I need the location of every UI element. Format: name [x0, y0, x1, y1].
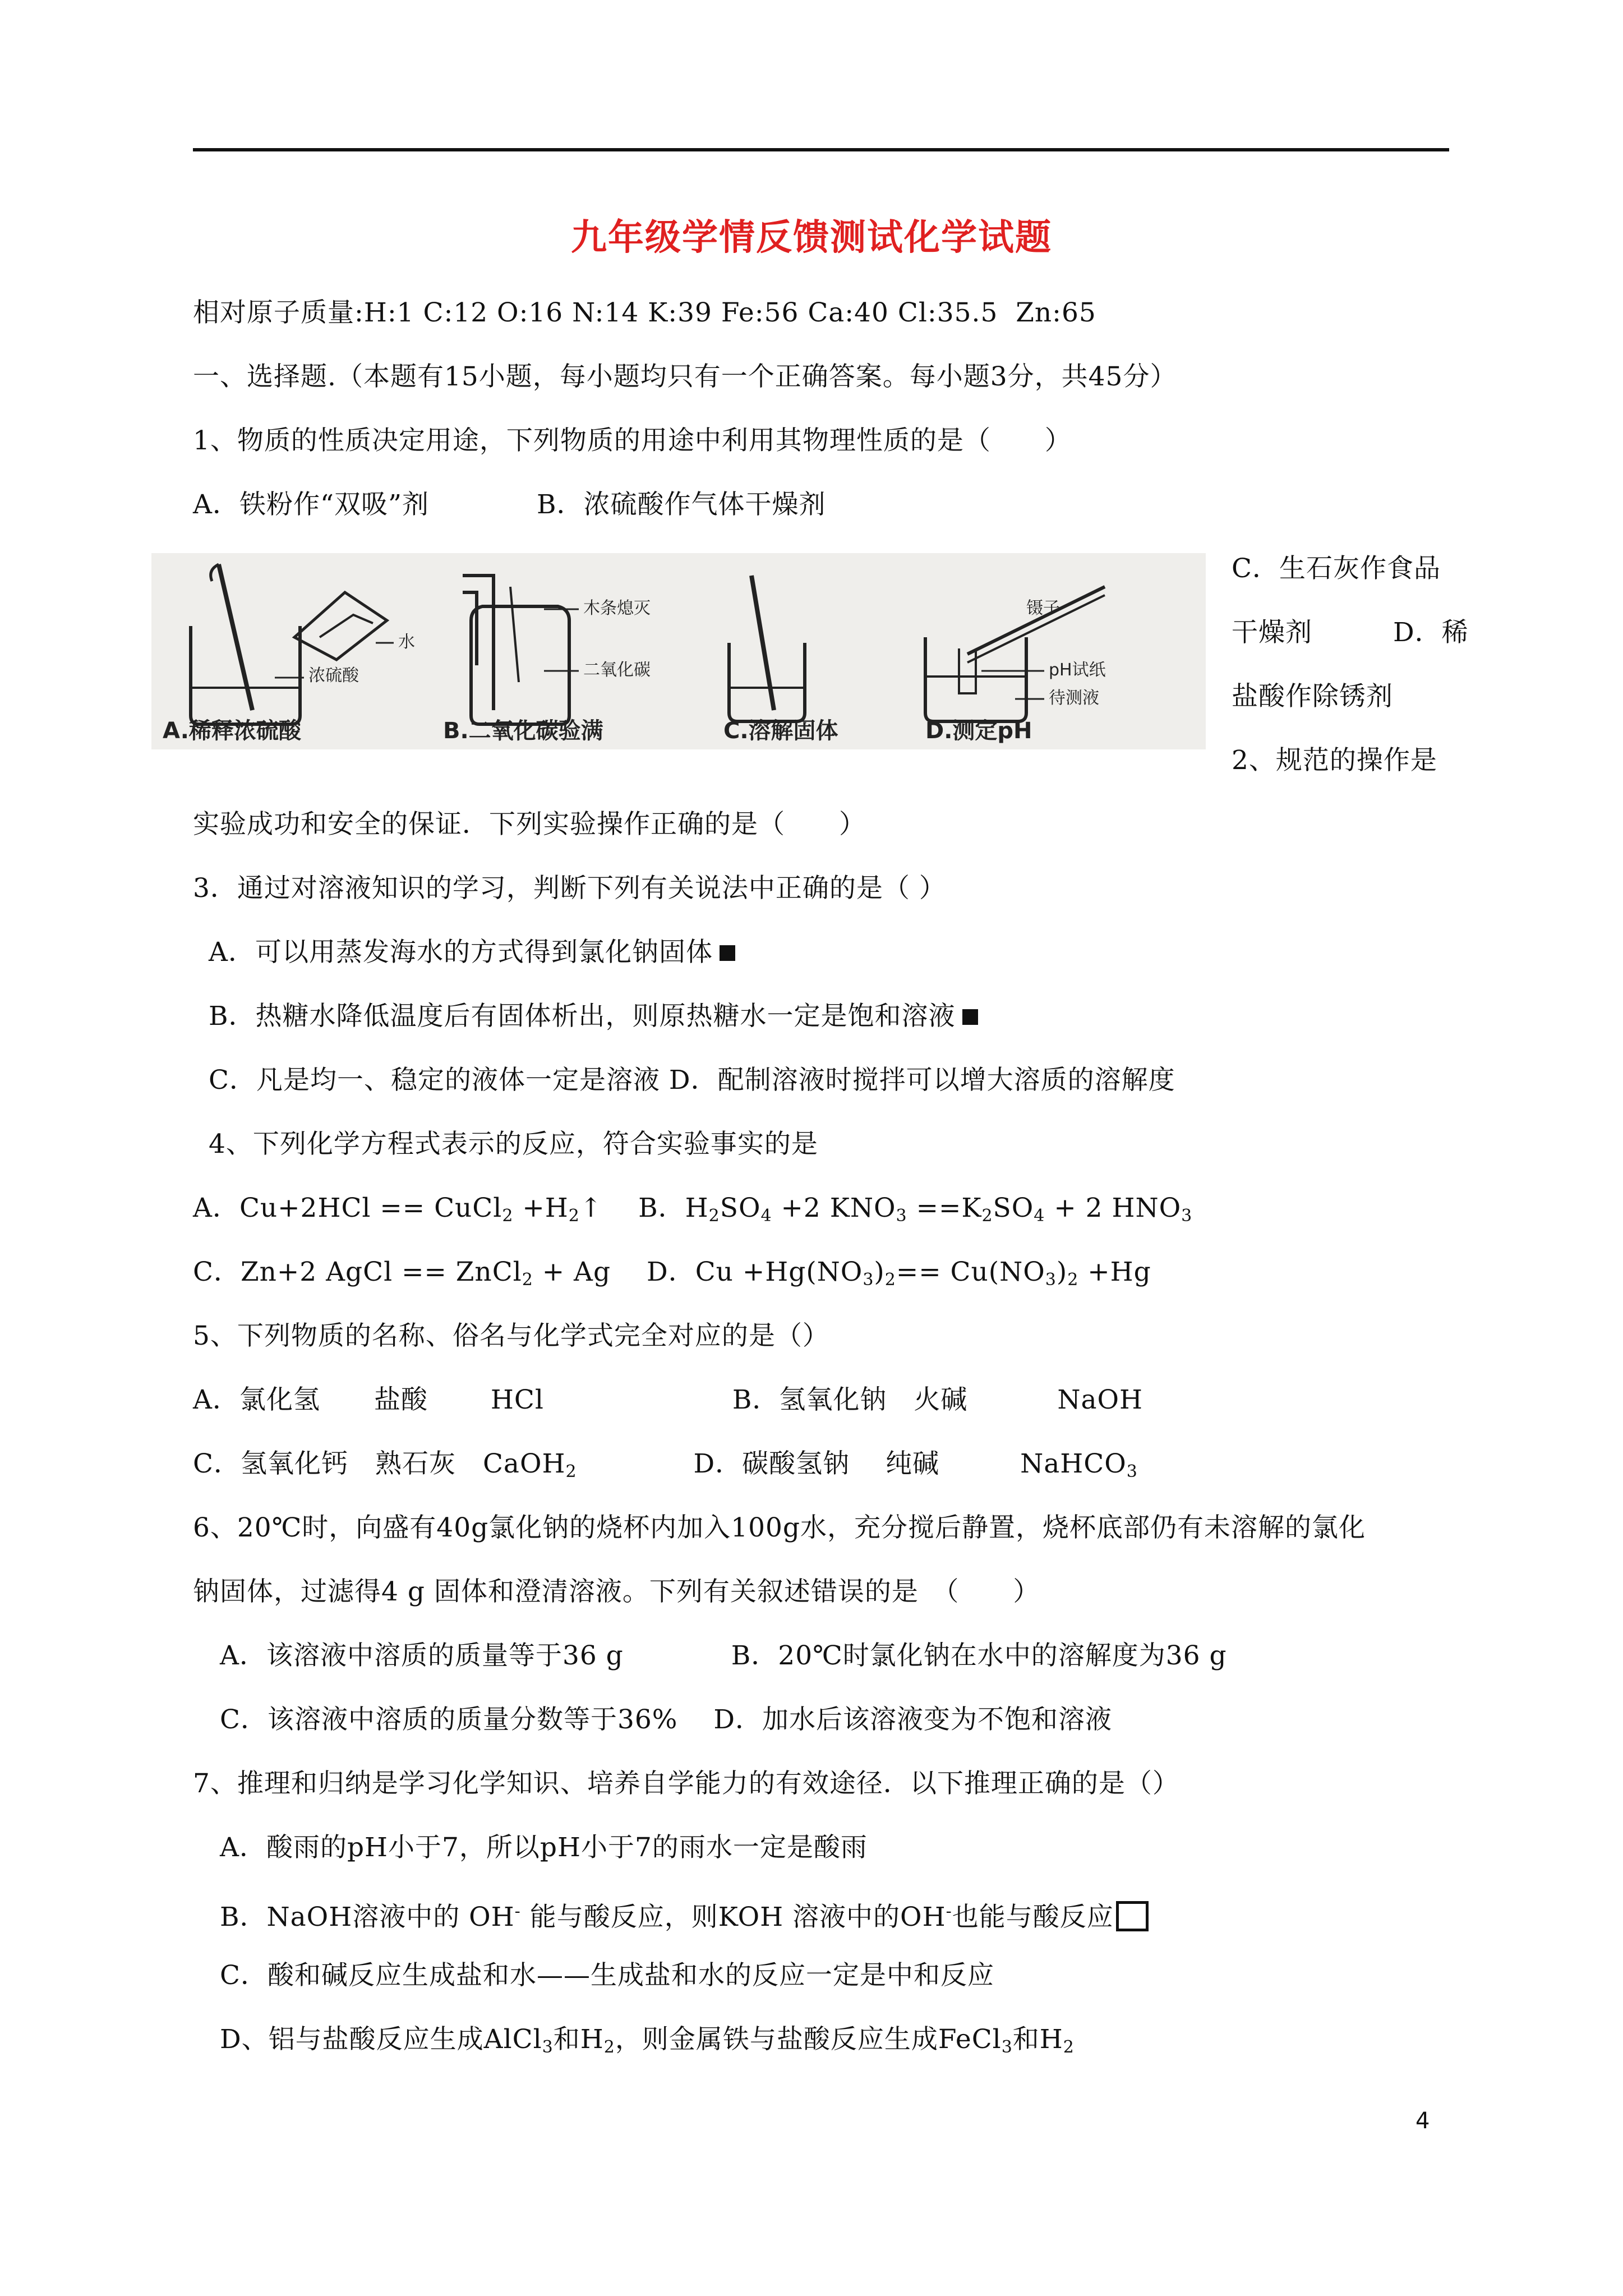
q7-option-b: B．NaOH溶液中的 OH- 能与酸反应，则KOH 溶液中的OH-也能与酸反应: [220, 1895, 1149, 1934]
answer-box-icon: [1116, 1901, 1149, 1931]
black-square-icon: [962, 1009, 978, 1025]
q7-option-c: C．酸和碱反应生成盐和水——生成盐和水的反应一定是中和反应: [220, 1960, 994, 1991]
gas-jar-b-icon: [463, 576, 569, 724]
caption-b: B.二氧化碳验满: [443, 718, 603, 744]
q2-stem-cont: 实验成功和安全的保证．下列实验操作正确的是（ ）: [193, 809, 866, 840]
q5-option-cd: C．氢氧化钙 熟石灰 CaOH$_2$ D．碳酸氢钠 纯碱 NaHCO$_3$: [193, 1448, 1138, 1481]
q3-stem: 3．通过对溶液知识的学习，判断下列有关说法中正确的是（ ）: [193, 873, 946, 904]
label-water: 水: [398, 632, 415, 652]
beaker-a-icon: [191, 564, 387, 724]
lab-figure-svg: [151, 553, 1206, 749]
caption-a: A.稀释浓硫酸: [163, 718, 301, 744]
atomic-masses: 相对原子质量:H:1 C:12 O:16 N:14 K:39 Fe:56 Ca:40 Cl:35.5 Zn:65: [193, 297, 1096, 328]
q3-option-cd: C．凡是均一、稳定的液体一定是溶液 D．配制溶液时搅拌可以增大溶质的溶解度: [209, 1065, 1175, 1096]
q2-stem-start: 2、规范的操作是: [1232, 745, 1437, 776]
q7-option-d: D、铝与盐酸反应生成AlCl$_3$和$H_2$，则金属铁与盐酸反应生成FeCl$_3$和$H_2$: [220, 2024, 1075, 2057]
beaker-c-icon: [729, 576, 805, 721]
page-number: 4: [1415, 2108, 1430, 2134]
q6-stem-line2: 钠固体，过滤得4 g 固体和澄清溶液。下列有关叙述错误的是 （ ）: [193, 1576, 1040, 1607]
q3-option-a: A．可以用蒸发海水的方式得到氯化钠固体: [209, 936, 735, 969]
q7-stem: 7、推理和归纳是学习化学知识、培养自学能力的有效途径．以下推理正确的是（）: [193, 1768, 1179, 1799]
caption-d: D.测定pH: [925, 718, 1032, 744]
q4-stem: 4、下列化学方程式表示的反应，符合实验事实的是: [209, 1129, 818, 1159]
q4-option-ab: A．Cu+2HCl == CuCl$_2$ $+H_2↑$ B．$H_2SO_4 +2$ $KNO_3 ==K_2SO_4 + 2$ $HNO_3$: [193, 1193, 1193, 1226]
q5-option-ab: A．氯化氢 盐酸 HCl B．氢氧化钠 火碱 NaOH: [193, 1384, 1144, 1415]
label-tweezers: 镊子: [1026, 599, 1060, 618]
q6-option-cd: C．该溶液中溶质的质量分数等于36% D．加水后该溶液变为不饱和溶液: [220, 1704, 1113, 1735]
q1-option-c-line1: C．生石灰作食品: [1232, 553, 1441, 584]
caption-c: C.溶解固体: [723, 718, 838, 744]
q1-options-ab: A．铁粉作“双吸”剂 B．浓硫酸作气体干燥剂: [193, 489, 826, 520]
black-square-icon: [720, 945, 735, 961]
section-heading: 一、选择题.（本题有15小题，每小题均只有一个正确答案。每小题3分，共45分）: [193, 361, 1177, 392]
q6-stem-line1: 6、20℃时，向盛有40g氯化钠的烧杯内加入100g水，充分搅后静置，烧杯底部仍有未溶解的氯化: [193, 1512, 1366, 1543]
label-splint-out: 木条熄灭: [583, 599, 651, 618]
label-test-liquid: 待测液: [1049, 688, 1099, 708]
q4-option-cd: C．Zn+2 AgCl == ZnCl$_2$ + Ag D．$Cu +Hg(NO_3)_2== Cu(NO_3)_2 +Hg$: [193, 1257, 1151, 1290]
label-co2: 二氧化碳: [583, 660, 651, 680]
q1-option-c-line2: 干燥剂 D．稀: [1232, 617, 1469, 648]
q3-option-b: B．热糖水降低温度后有固体析出，则原热糖水一定是饱和溶液: [209, 1000, 978, 1033]
page-title: 九年级学情反馈测试化学试题: [571, 217, 1052, 259]
q5-stem: 5、下列物质的名称、俗名与化学式完全对应的是（）: [193, 1320, 829, 1351]
lab-operations-figure: [151, 553, 1206, 749]
q7-option-a: A．酸雨的pH小于7，所以pH小于7的雨水一定是酸雨: [220, 1832, 868, 1863]
top-rule: [193, 148, 1449, 151]
label-ph-paper: pH试纸: [1049, 660, 1106, 680]
q1-stem: 1、物质的性质决定用途，下列物质的用途中利用其物理性质的是（ ）: [193, 425, 1072, 456]
q6-option-ab: A．该溶液中溶质的质量等于36 g B．20℃时氯化钠在水中的溶解度为36 g: [220, 1640, 1227, 1671]
label-conc-sulfuric: 浓硫酸: [308, 666, 359, 685]
q1-option-d-line: 盐酸作除锈剂: [1232, 681, 1393, 712]
